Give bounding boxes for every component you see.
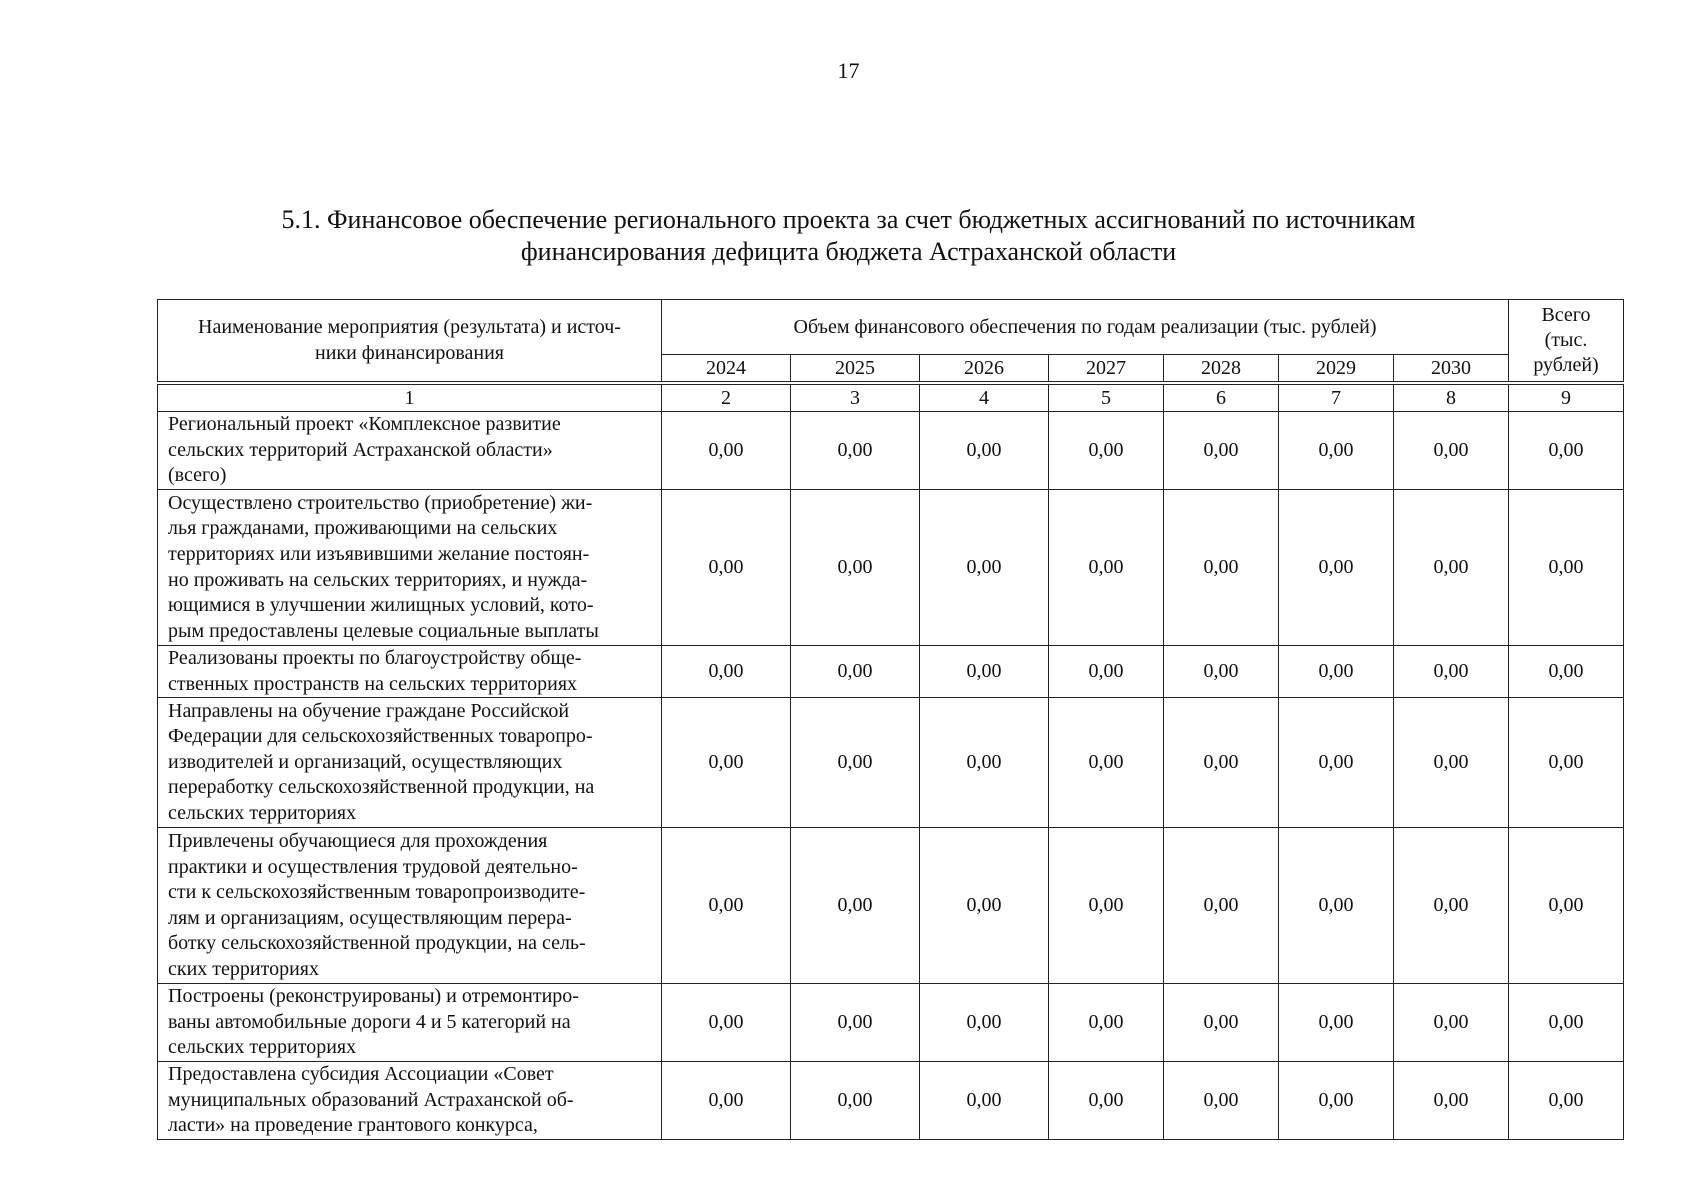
row-value-cell: 0,00 (1394, 698, 1509, 828)
row-value-cell: 0,00 (662, 984, 791, 1062)
row-name-line: ласти» на проведение грантового конкурса, (168, 1114, 538, 1137)
column-number: 4 (920, 383, 1049, 412)
row-name-line: Реализованы проекты по благоустройству обще- (168, 647, 582, 669)
row-name-line: Привлечены обучающиеся для прохождения (168, 829, 548, 852)
row-name-line: но проживать на сельских территориях, и нужда- (168, 568, 588, 591)
row-value-cell: 0,00 (1394, 646, 1509, 698)
row-value-cell: 0,00 (1279, 412, 1394, 490)
header-total-line: (тыс. (1544, 329, 1588, 351)
row-name-line: сельских территорий Астраханской области» (168, 438, 553, 461)
column-number: 5 (1049, 383, 1164, 412)
row-name-line: практики и осуществления трудовой деятельно- (168, 855, 578, 878)
row-name-line: рым предоставлены целевые социальные выплаты (168, 619, 599, 642)
row-name-line: сельских территориях (168, 1036, 357, 1059)
column-number: 9 (1509, 383, 1624, 412)
row-name-line: Построены (реконструированы) и отремонтиро- (168, 985, 579, 1008)
row-value-cell: 0,00 (1279, 828, 1394, 984)
header-total-line: Всего (1541, 304, 1591, 326)
row-value-cell: 0,00 (1164, 412, 1279, 490)
row-value-cell: 0,00 (920, 646, 1049, 698)
row-value-cell: 0,00 (1279, 646, 1394, 698)
section-title-line-2: финансирования дефицита бюджета Астраханской области (520, 237, 1177, 266)
table-row (158, 490, 1624, 646)
row-name-line: сти к сельскохозяйственным товаропроизводите- (168, 881, 586, 904)
row-name-line: изводителей и организаций, осуществляющих (168, 750, 563, 773)
row-value-cell: 0,00 (791, 698, 920, 828)
row-name-line: сельских территориях (168, 802, 357, 825)
row-value-cell: 0,00 (1164, 984, 1279, 1062)
row-value-cell: 0,00 (1164, 490, 1279, 646)
row-value-cell: 0,00 (1394, 1062, 1509, 1140)
row-name-line: ских территориях (168, 957, 319, 980)
row-value-cell: 0,00 (1394, 412, 1509, 490)
row-name-line: Региональный проект «Комплексное развитие (168, 413, 561, 436)
row-value-cell: 0,00 (1279, 984, 1394, 1062)
row-value-cell: 0,00 (1049, 828, 1164, 984)
column-number: 1 (158, 383, 662, 412)
row-name-line: территориях или изъявившими желание постоян- (168, 542, 590, 565)
row-value-cell: 0,00 (1394, 490, 1509, 646)
row-name-line: Осуществлено строительство (приобретение) жи- (168, 491, 593, 514)
header-years-group: Объем финансового обеспечения по годам реализации (тыс. рублей) (662, 300, 1509, 355)
row-value-cell: 0,00 (791, 828, 920, 984)
table-row (158, 646, 1624, 698)
row-total-cell: 0,00 (1509, 828, 1624, 984)
row-value-cell: 0,00 (1164, 1062, 1279, 1140)
row-value-cell: 0,00 (920, 698, 1049, 828)
column-number: 8 (1394, 383, 1509, 412)
row-value-cell: 0,00 (791, 490, 920, 646)
row-name-line: муниципальных образований Астраханской об- (168, 1088, 574, 1111)
header-year: 2030 (1394, 355, 1509, 384)
column-number: 2 (662, 383, 791, 412)
header-row-group (158, 300, 1624, 355)
column-number-row (158, 383, 1624, 412)
row-name-cell (158, 412, 662, 490)
section-title-line-1: 5.1. Финансовое обеспечение регионального проекта за счет бюджетных ассигнований по источникам (281, 205, 1416, 234)
row-value-cell: 0,00 (791, 412, 920, 490)
row-value-cell: 0,00 (920, 412, 1049, 490)
row-value-cell: 0,00 (662, 828, 791, 984)
row-value-cell: 0,00 (662, 646, 791, 698)
row-value-cell: 0,00 (1049, 412, 1164, 490)
row-name-cell (158, 828, 662, 984)
header-name-line: ники финансирования (314, 342, 504, 364)
row-total-cell: 0,00 (1509, 984, 1624, 1062)
table-row (158, 828, 1624, 984)
row-total-cell: 0,00 (1509, 490, 1624, 646)
row-value-cell: 0,00 (791, 984, 920, 1062)
row-value-cell: 0,00 (1394, 984, 1509, 1062)
header-year: 2025 (791, 355, 920, 384)
row-value-cell: 0,00 (1279, 490, 1394, 646)
row-value-cell: 0,00 (1164, 698, 1279, 828)
row-total-cell: 0,00 (1509, 412, 1624, 490)
row-name-line: (всего) (168, 464, 227, 487)
header-year: 2024 (662, 355, 791, 384)
row-value-cell: 0,00 (1049, 1062, 1164, 1140)
row-value-cell: 0,00 (662, 412, 791, 490)
financing-table-wrap (157, 299, 1624, 1140)
page-number: 17 (837, 58, 860, 83)
row-name-cell (158, 1062, 662, 1140)
column-number: 6 (1164, 383, 1279, 412)
row-value-cell: 0,00 (1279, 698, 1394, 828)
row-value-cell: 0,00 (1164, 646, 1279, 698)
header-year: 2029 (1279, 355, 1394, 384)
row-value-cell: 0,00 (791, 646, 920, 698)
header-total-line: рублей) (1533, 354, 1599, 376)
row-name-line: ственных пространств на сельских территориях (168, 672, 578, 695)
row-name-cell (158, 698, 662, 828)
row-value-cell: 0,00 (1394, 828, 1509, 984)
row-value-cell: 0,00 (1164, 828, 1279, 984)
header-year: 2027 (1049, 355, 1164, 384)
row-value-cell: 0,00 (662, 490, 791, 646)
row-name-line: ботку сельскохозяйственной продукции, на сель- (168, 932, 586, 955)
header-name-cell (158, 300, 662, 384)
row-name-line: ющимися в улучшении жилищных условий, кото- (168, 594, 594, 617)
row-name-line: Предоставлена субсидия Ассоциации «Совет (168, 1063, 554, 1086)
row-name-cell (158, 490, 662, 646)
row-value-cell: 0,00 (920, 1062, 1049, 1140)
row-total-cell: 0,00 (1509, 698, 1624, 828)
header-total-cell (1509, 300, 1624, 384)
row-name-line: лья гражданами, проживающими на сельских (168, 517, 558, 540)
row-name-line: Федерации для сельскохозяйственных товаропро- (168, 725, 593, 748)
column-number: 7 (1279, 383, 1394, 412)
table-body (158, 383, 1624, 1140)
table-row (158, 1062, 1624, 1140)
row-name-cell (158, 646, 662, 698)
section-title (0, 204, 1697, 268)
row-value-cell: 0,00 (662, 698, 791, 828)
table-row (158, 412, 1624, 490)
row-name-line: ваны автомобильные дороги 4 и 5 категорий на (168, 1010, 571, 1033)
row-value-cell: 0,00 (1279, 1062, 1394, 1140)
header-name-line: Наименование мероприятия (результата) и источ- (198, 316, 621, 338)
row-value-cell: 0,00 (1049, 984, 1164, 1062)
row-value-cell: 0,00 (920, 984, 1049, 1062)
row-value-cell: 0,00 (791, 1062, 920, 1140)
row-value-cell: 0,00 (920, 828, 1049, 984)
row-value-cell: 0,00 (920, 490, 1049, 646)
header-year: 2026 (920, 355, 1049, 384)
row-value-cell: 0,00 (1049, 698, 1164, 828)
table-row (158, 698, 1624, 828)
row-name-line: переработку сельскохозяйственной продукции, на (168, 776, 595, 799)
row-value-cell: 0,00 (1049, 490, 1164, 646)
table-row (158, 984, 1624, 1062)
row-total-cell: 0,00 (1509, 1062, 1624, 1140)
row-total-cell: 0,00 (1509, 646, 1624, 698)
header-year: 2028 (1164, 355, 1279, 384)
row-name-line: Направлены на обучение граждане Российской (168, 699, 570, 722)
financing-table (157, 299, 1624, 1140)
row-value-cell: 0,00 (1049, 646, 1164, 698)
row-name-line: лям и организациям, осуществляющим перера- (168, 906, 572, 929)
column-number: 3 (791, 383, 920, 412)
row-value-cell: 0,00 (662, 1062, 791, 1140)
row-name-cell (158, 984, 662, 1062)
